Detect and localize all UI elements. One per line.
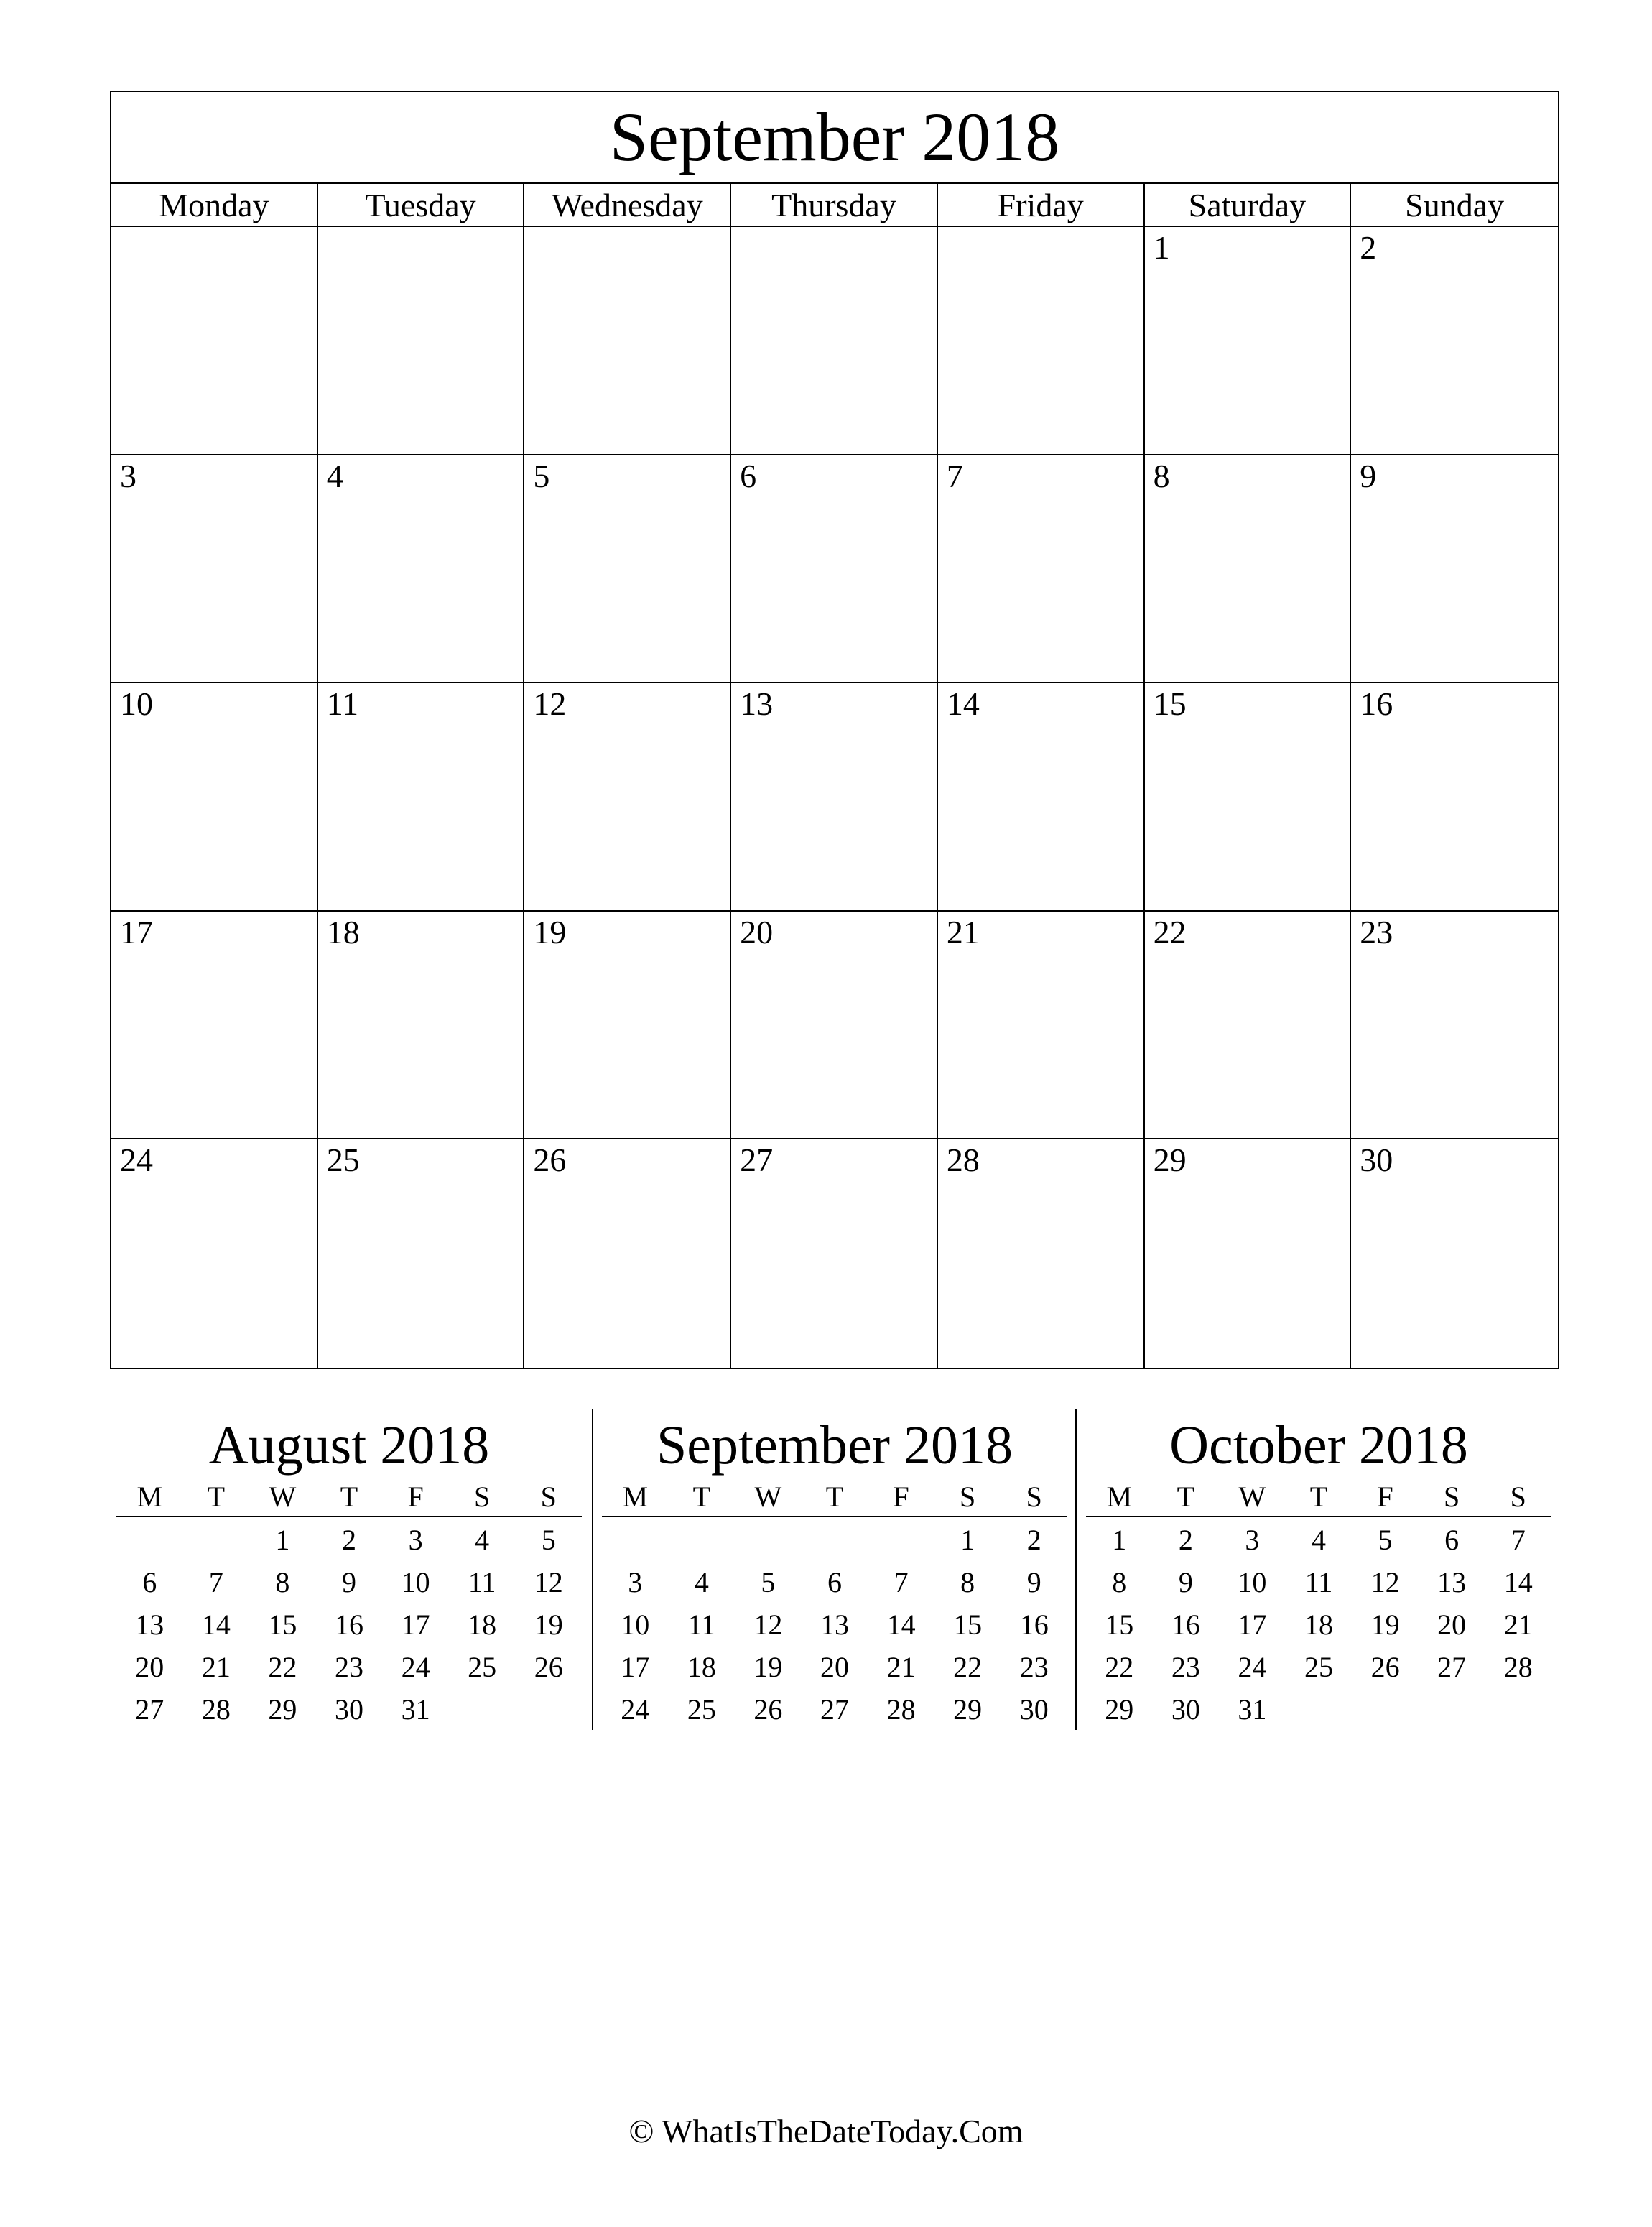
day-number: 8: [1153, 457, 1170, 494]
mini-day: 20: [1437, 1608, 1467, 1641]
day-number: 7: [946, 457, 963, 494]
day-cell: [1351, 455, 1558, 684]
day-cell: [731, 1139, 938, 1368]
mini-day: 29: [1105, 1693, 1134, 1726]
day-number: 29: [1153, 1142, 1187, 1179]
mini-weekday: S: [960, 1480, 976, 1513]
mini-day: 16: [334, 1608, 363, 1641]
mini-day: 9: [1026, 1566, 1041, 1598]
mini-day: 8: [960, 1566, 975, 1598]
day-number: 10: [120, 685, 153, 723]
weekday-header: Tuesday: [318, 184, 525, 226]
mini-day: 11: [468, 1566, 496, 1598]
mini-weekday: T: [825, 1480, 844, 1513]
mini-weekday: F: [893, 1480, 909, 1513]
day-cell: [1145, 912, 1352, 1140]
mini-day: 15: [953, 1608, 983, 1641]
day-number: 19: [533, 913, 567, 950]
day-number: 15: [1153, 685, 1187, 723]
weekday-header: Friday: [938, 184, 1145, 226]
mini-day: 27: [135, 1693, 164, 1726]
day-cell: [318, 912, 525, 1140]
mini-calendar-title: September 2018: [656, 1415, 1013, 1476]
mini-day: 20: [135, 1651, 164, 1683]
mini-day: 17: [621, 1651, 650, 1683]
day-cell: [731, 227, 938, 455]
mini-day: 23: [1171, 1651, 1200, 1683]
day-cell: [1351, 1139, 1558, 1368]
mini-day: 26: [753, 1693, 783, 1726]
mini-day: 22: [268, 1651, 297, 1683]
main-calendar-title: September 2018: [111, 92, 1558, 184]
mini-weekday: M: [622, 1480, 649, 1513]
weekday-header: Sunday: [1405, 186, 1505, 223]
day-number: 17: [120, 913, 153, 950]
day-cell: [111, 912, 318, 1140]
day-number: 6: [740, 457, 757, 494]
day-number: 20: [740, 913, 774, 950]
mini-day: 29: [953, 1693, 983, 1726]
day-cell: [111, 1139, 318, 1368]
day-number: 23: [1360, 913, 1393, 950]
mini-weekday: M: [136, 1480, 163, 1513]
mini-day: 19: [534, 1608, 563, 1641]
mini-day: 7: [208, 1566, 223, 1598]
weekday-header: Wednesday: [524, 184, 731, 226]
mini-calendar-grid: [602, 1517, 1067, 1731]
mini-weekday: F: [407, 1480, 424, 1513]
mini-day: 6: [827, 1566, 842, 1598]
day-cell: [111, 455, 318, 684]
mini-day: 2: [1026, 1524, 1041, 1556]
mini-day: 10: [621, 1608, 650, 1641]
mini-day: 11: [1304, 1566, 1333, 1598]
main-calendar: [110, 91, 1559, 1369]
mini-day: 19: [753, 1651, 783, 1683]
day-cell: [524, 1139, 731, 1368]
day-number: 18: [326, 913, 360, 950]
mini-day: 29: [268, 1693, 297, 1726]
mini-day: 24: [621, 1693, 650, 1726]
mini-day: 27: [820, 1693, 849, 1726]
mini-calendars: [116, 1409, 1553, 1733]
day-number: 16: [1360, 685, 1393, 723]
day-cell: [111, 227, 318, 455]
mini-day: 30: [334, 1693, 363, 1726]
mini-weekday-header: [116, 1477, 582, 1517]
mini-day: 6: [1444, 1524, 1460, 1556]
weekday-header-row: [111, 184, 1558, 227]
mini-calendar-august: [116, 1409, 582, 1731]
mini-day: 14: [1503, 1566, 1533, 1598]
mini-calendar-title: October 2018: [1169, 1415, 1468, 1476]
mini-day: 1: [275, 1524, 290, 1556]
day-cell: [111, 683, 318, 912]
mini-weekday: S: [1510, 1480, 1526, 1513]
day-cell: [1145, 455, 1352, 684]
mini-weekday: T: [1177, 1480, 1195, 1513]
day-cell: [524, 912, 731, 1140]
day-cell: [731, 455, 938, 684]
mini-day: 9: [1178, 1566, 1193, 1598]
mini-weekday: S: [540, 1480, 557, 1513]
mini-weekday-header: [1086, 1477, 1551, 1517]
day-number: 9: [1360, 457, 1377, 494]
mini-day: 3: [628, 1566, 643, 1598]
day-cell: [1351, 683, 1558, 912]
day-cell: [938, 683, 1145, 912]
mini-day: 26: [534, 1651, 563, 1683]
mini-day: 6: [142, 1566, 157, 1598]
mini-weekday: S: [1444, 1480, 1460, 1513]
mini-day: 12: [1370, 1566, 1400, 1598]
mini-day: 2: [341, 1524, 356, 1556]
mini-day: 27: [1437, 1651, 1467, 1683]
mini-day: 28: [201, 1693, 231, 1726]
mini-day: 5: [761, 1566, 776, 1598]
day-cell: [318, 1139, 525, 1368]
mini-weekday: F: [1377, 1480, 1393, 1513]
day-cell: [1145, 1139, 1352, 1368]
day-cell: [938, 455, 1145, 684]
mini-day: 11: [687, 1608, 716, 1641]
day-cell: [318, 683, 525, 912]
day-number: 22: [1153, 913, 1187, 950]
mini-day: 13: [135, 1608, 164, 1641]
mini-day: 24: [1238, 1651, 1267, 1683]
mini-day: 14: [886, 1608, 916, 1641]
day-number: 27: [740, 1142, 774, 1179]
mini-day: 16: [1019, 1608, 1049, 1641]
mini-divider: [592, 1409, 593, 1730]
mini-day: 15: [268, 1608, 297, 1641]
weekday-header: Monday: [111, 184, 318, 226]
day-number: 11: [326, 685, 358, 723]
mini-weekday: S: [474, 1480, 491, 1513]
mini-weekday-header: [602, 1477, 1067, 1517]
mini-calendar-grid: [116, 1517, 582, 1731]
day-cell: [938, 912, 1145, 1140]
mini-weekday: T: [340, 1480, 358, 1513]
mini-weekday: W: [754, 1480, 782, 1513]
mini-day: 13: [820, 1608, 849, 1641]
mini-weekday: T: [207, 1480, 226, 1513]
mini-day: 28: [1503, 1651, 1533, 1683]
mini-day: 7: [1511, 1524, 1526, 1556]
mini-day: 24: [401, 1651, 430, 1683]
mini-day: 14: [201, 1608, 231, 1641]
mini-day: 26: [1370, 1651, 1400, 1683]
day-cell: [938, 1139, 1145, 1368]
mini-day: 18: [1304, 1608, 1333, 1641]
mini-day: 10: [401, 1566, 430, 1598]
mini-day: 17: [401, 1608, 430, 1641]
mini-weekday: W: [269, 1480, 297, 1513]
mini-day: 12: [753, 1608, 783, 1641]
day-cell: [731, 683, 938, 912]
mini-day: 13: [1437, 1566, 1467, 1598]
mini-day: 3: [408, 1524, 423, 1556]
mini-day: 4: [1311, 1524, 1326, 1556]
mini-day: 28: [886, 1693, 916, 1726]
mini-day: 19: [1370, 1608, 1400, 1641]
day-number: 14: [946, 685, 980, 723]
mini-day: 5: [1378, 1524, 1393, 1556]
mini-day: 31: [401, 1693, 430, 1726]
day-number: 25: [326, 1142, 360, 1179]
mini-day: 31: [1238, 1693, 1267, 1726]
day-number: 12: [533, 685, 567, 723]
day-number: 24: [120, 1142, 153, 1179]
day-number: 13: [740, 685, 774, 723]
mini-day: 7: [894, 1566, 909, 1598]
mini-day: 22: [953, 1651, 983, 1683]
mini-day: 10: [1238, 1566, 1267, 1598]
mini-calendar-grid: [1086, 1517, 1551, 1731]
mini-day: 21: [886, 1651, 916, 1683]
weekday-header: Saturday: [1145, 184, 1352, 226]
mini-day: 9: [341, 1566, 356, 1598]
mini-divider: [1075, 1409, 1077, 1730]
day-number: 2: [1360, 229, 1377, 266]
mini-day: 5: [541, 1524, 556, 1556]
mini-day: 25: [687, 1693, 716, 1726]
mini-day: 18: [687, 1651, 716, 1683]
mini-calendar-october: [1086, 1409, 1551, 1731]
mini-day: 22: [1105, 1651, 1134, 1683]
day-cell: [524, 227, 731, 455]
weekday-header: Thursday: [731, 184, 938, 226]
day-cell: [731, 912, 938, 1140]
mini-day: 1: [960, 1524, 975, 1556]
mini-weekday: S: [1026, 1480, 1042, 1513]
mini-day: 23: [1019, 1651, 1049, 1683]
day-number: 21: [946, 913, 980, 950]
mini-calendar-september: [602, 1409, 1067, 1731]
mini-day: 21: [201, 1651, 231, 1683]
mini-day: 30: [1019, 1693, 1049, 1726]
day-cell: [1145, 683, 1352, 912]
mini-day: 20: [820, 1651, 849, 1683]
mini-weekday: M: [1106, 1480, 1133, 1513]
mini-day: 8: [1112, 1566, 1127, 1598]
mini-day: 25: [468, 1651, 497, 1683]
day-number: 1: [1153, 229, 1170, 266]
mini-day: 17: [1238, 1608, 1267, 1641]
mini-weekday: W: [1238, 1480, 1266, 1513]
mini-weekday: T: [692, 1480, 711, 1513]
day-number: 30: [1360, 1142, 1393, 1179]
footer-copyright: © WhatIsTheDateToday.Com: [628, 2113, 1024, 2149]
mini-day: 4: [694, 1566, 709, 1598]
day-number: 4: [326, 457, 343, 494]
day-cell: [318, 455, 525, 684]
main-calendar-grid: [111, 227, 1558, 1368]
mini-day: 2: [1178, 1524, 1193, 1556]
day-cell: [524, 683, 731, 912]
day-number: 5: [533, 457, 550, 494]
day-cell: [938, 227, 1145, 455]
mini-day: 16: [1171, 1608, 1200, 1641]
day-cell: [318, 227, 525, 455]
mini-day: 12: [534, 1566, 563, 1598]
mini-day: 23: [334, 1651, 363, 1683]
mini-day: 8: [275, 1566, 290, 1598]
day-cell: [524, 455, 731, 684]
mini-day: 21: [1503, 1608, 1533, 1641]
mini-day: 30: [1171, 1693, 1200, 1726]
mini-calendar-title: August 2018: [208, 1415, 490, 1476]
day-cell: [1351, 227, 1558, 455]
mini-day: 1: [1112, 1524, 1127, 1556]
day-number: 28: [946, 1142, 980, 1179]
day-cell: [1145, 227, 1352, 455]
mini-day: 15: [1105, 1608, 1134, 1641]
mini-day: 4: [475, 1524, 490, 1556]
day-cell: [1351, 912, 1558, 1140]
mini-weekday: T: [1309, 1480, 1328, 1513]
mini-day: 18: [468, 1608, 497, 1641]
day-number: 26: [533, 1142, 567, 1179]
day-number: 3: [120, 457, 136, 494]
mini-day: 3: [1245, 1524, 1260, 1556]
mini-day: 25: [1304, 1651, 1333, 1683]
